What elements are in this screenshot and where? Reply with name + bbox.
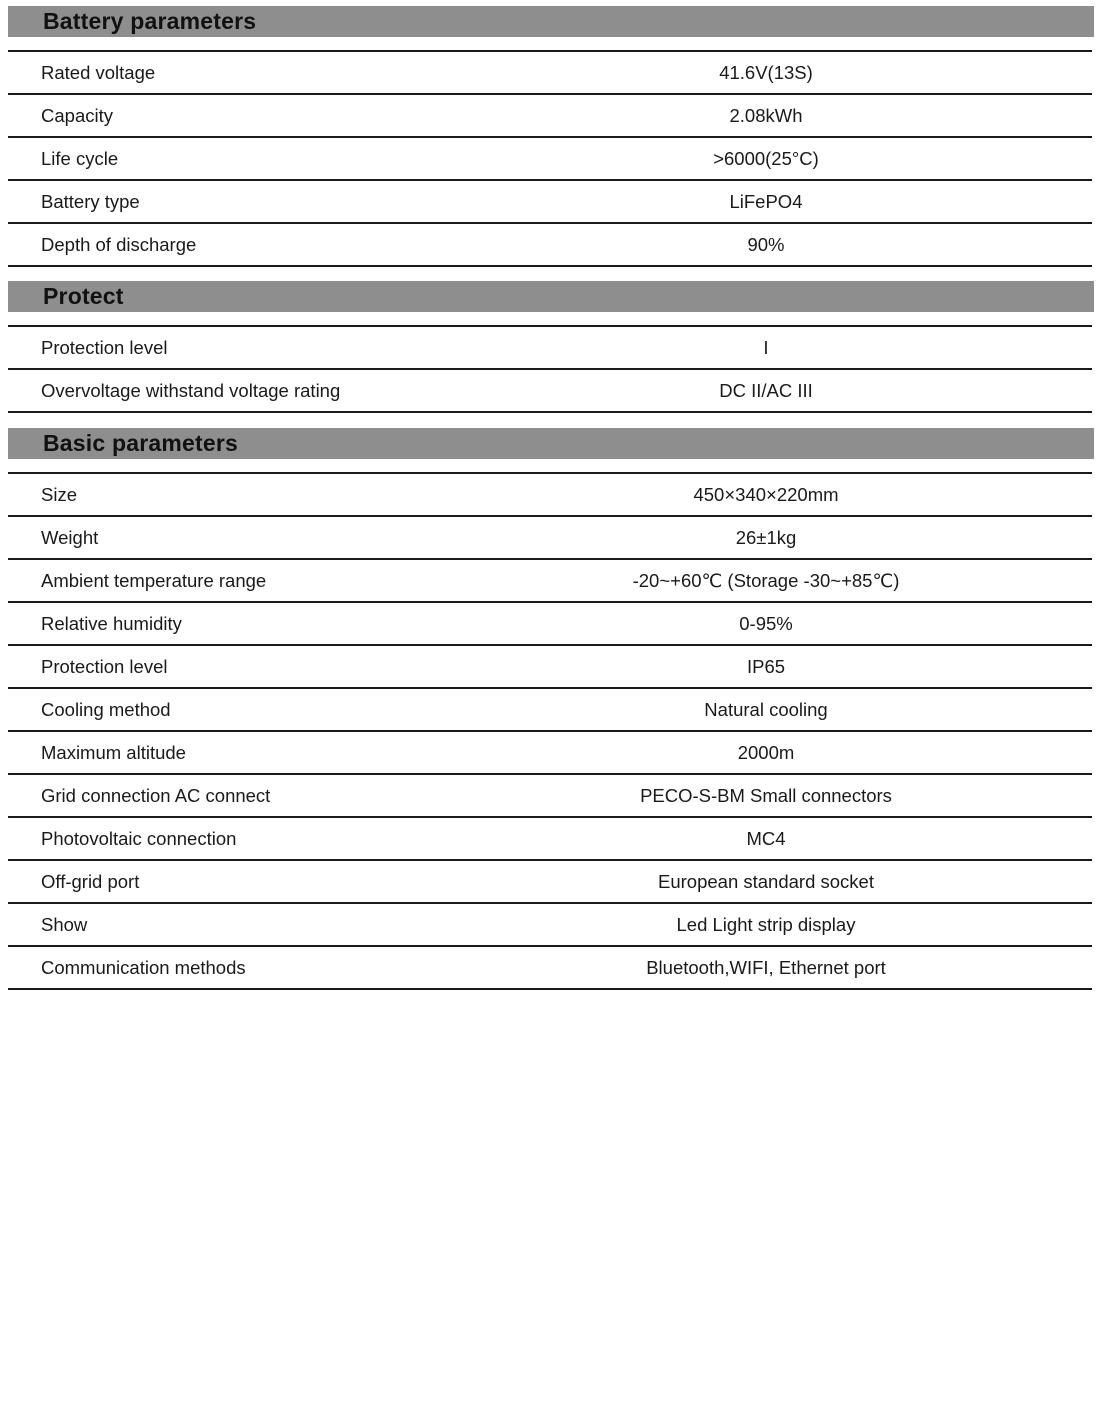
table-row (8, 775, 1092, 818)
row-value: European standard socket (658, 871, 874, 892)
row-label: Relative humidity (41, 613, 182, 634)
row-value: 90% (747, 234, 785, 255)
table-row (8, 818, 1092, 861)
table-row (8, 474, 1092, 517)
row-value: DC II/AC III (719, 380, 813, 401)
row-label: Size (41, 484, 77, 505)
row-label: Maximum altitude (41, 742, 186, 763)
row-value: 2.08kWh (729, 105, 803, 126)
table-row (8, 138, 1092, 181)
section-header (8, 428, 1094, 459)
row-label: Battery type (41, 191, 140, 212)
row-value: 2000m (737, 742, 795, 763)
row-label: Grid connection AC connect (41, 785, 271, 806)
row-label: Off-grid port (41, 871, 140, 892)
row-label: Communication methods (41, 957, 246, 978)
row-label: Life cycle (41, 148, 119, 169)
table-row (8, 52, 1092, 95)
spec-table (8, 472, 1092, 990)
row-label: Rated voltage (41, 62, 156, 83)
row-value: PECO-S-BM Small connectors (640, 785, 892, 806)
row-value: MC4 (746, 828, 786, 849)
row-label: Capacity (41, 105, 113, 126)
table-row (8, 517, 1092, 560)
spec-table (8, 50, 1092, 267)
row-value: 0-95% (739, 613, 793, 634)
table-row (8, 689, 1092, 732)
table-row (8, 327, 1092, 370)
table-row (8, 224, 1092, 267)
row-value: LiFePO4 (729, 191, 803, 212)
row-label: Protection level (41, 337, 168, 358)
row-value: Natural cooling (704, 699, 828, 720)
section-title: Battery parameters (43, 8, 257, 34)
row-value: -20~+60℃ (Storage -30~+85℃) (632, 570, 900, 591)
row-value: IP65 (746, 656, 786, 677)
section-header (8, 6, 1094, 37)
row-value: Led Light strip display (676, 914, 856, 935)
section-title: Basic parameters (43, 430, 238, 456)
row-value: 450×340×220mm (693, 484, 839, 505)
table-row (8, 646, 1092, 689)
section-header (8, 281, 1094, 312)
table-row (8, 732, 1092, 775)
row-value: I (763, 337, 769, 358)
table-row (8, 370, 1092, 413)
row-value: 41.6V(13S) (719, 62, 813, 83)
table-row (8, 603, 1092, 646)
row-label: Ambient temperature range (41, 570, 267, 591)
row-label: Cooling method (41, 699, 171, 720)
table-row (8, 95, 1092, 138)
table-row (8, 861, 1092, 904)
section-basic-parameters (8, 428, 1094, 990)
section-title: Protect (43, 283, 124, 309)
spec-table (8, 325, 1092, 413)
row-label: Overvoltage withstand voltage rating (41, 380, 341, 401)
row-label: Protection level (41, 656, 168, 677)
table-row (8, 947, 1092, 990)
table-row (8, 560, 1092, 603)
spec-sheet (8, 6, 1094, 990)
row-value: >6000(25°C) (713, 148, 819, 169)
table-row (8, 181, 1092, 224)
table-row (8, 904, 1092, 947)
row-label: Depth of discharge (41, 234, 197, 255)
row-label: Photovoltaic connection (41, 828, 237, 849)
row-label: Show (41, 914, 88, 935)
row-label: Weight (41, 527, 99, 548)
section-protect (8, 281, 1094, 413)
section-battery-parameters (8, 6, 1094, 267)
row-value: 26±1kg (735, 527, 797, 548)
row-value: Bluetooth,WIFI, Ethernet port (646, 957, 886, 978)
